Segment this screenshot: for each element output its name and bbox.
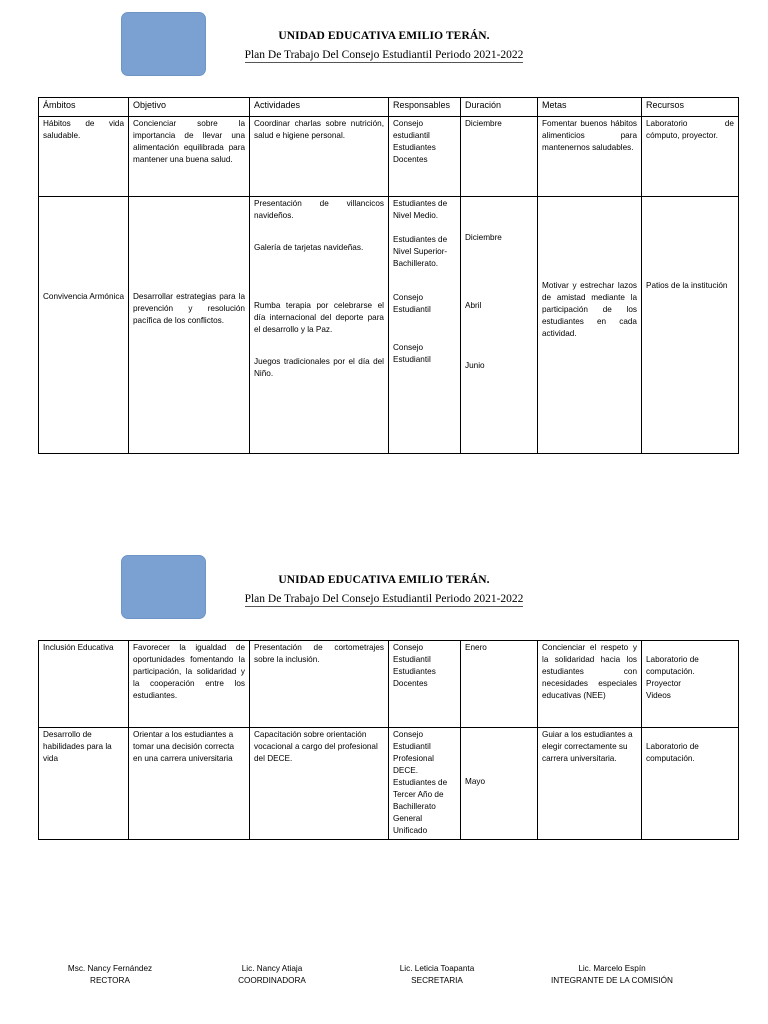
cell-meta xyxy=(538,197,642,454)
cell-meta: Fomentar buenos hábitos alimenticios para mantenernos saludables. xyxy=(538,117,642,197)
cell-responsables xyxy=(389,728,461,840)
cell-actividades xyxy=(250,197,389,454)
responsable-line: Docentes xyxy=(393,679,428,688)
plan-title: Plan De Trabajo Del Consejo Estudiantil Periodo 2021-2022 xyxy=(244,49,524,61)
cell-ambito: Hábitos de vida saludable. xyxy=(39,117,129,197)
column-header-duracion: Duración xyxy=(461,98,538,117)
responsable-line: Bachillerato. xyxy=(393,259,439,268)
cell-recursos: Laboratorio de cómputo, proyector. xyxy=(642,117,739,197)
page-header xyxy=(206,574,562,607)
cell-objetivo: Orientar a los estudiantes a tomar una decisión correcta en una carrera universitaria xyxy=(129,728,250,840)
cell-recursos xyxy=(642,728,739,840)
cell-duracion xyxy=(461,197,538,454)
signature-block xyxy=(222,963,322,987)
responsable-line: Nivel Medio. xyxy=(393,211,439,220)
cell-objetivo xyxy=(129,197,250,454)
meta-text: Motivar y estrechar lazos de amistad mediante la participación de los estudiantes en cada actividad. xyxy=(542,281,637,338)
signature-name: Lic. Marcelo Espín xyxy=(578,964,646,973)
recurso-line: computación. xyxy=(646,754,695,763)
cell-meta: Concienciar el respeto y la solidaridad hacia los estudiantes con necesidades especiales educativas (NEE) xyxy=(538,641,642,728)
cell-actividad: Coordinar charlas sobre nutrición, salud e higiene personal. xyxy=(250,117,389,197)
signature-name: Msc. Nancy Fernández xyxy=(67,964,153,973)
responsable-line: Unificado xyxy=(393,826,428,835)
table-row xyxy=(39,728,739,840)
actividad-item: Rumba terapia por celebrarse el día internacional del deporte para el desarrollo y la Paz. xyxy=(254,301,384,334)
page-header xyxy=(206,30,562,63)
cell-duracion: Diciembre xyxy=(461,117,538,197)
signature-role: COORDINADORA xyxy=(238,976,306,985)
responsable-line: Consejo xyxy=(393,343,424,352)
responsable-line: Consejo xyxy=(393,293,424,302)
work-plan-table-1 xyxy=(38,97,739,454)
cell-actividad: Presentación de cortometrajes sobre la inclusión. xyxy=(250,641,389,728)
recurso-line: Laboratorio de xyxy=(646,742,699,751)
table-row xyxy=(39,117,739,197)
duracion-item: Junio xyxy=(465,361,485,370)
responsable-line: Bachillerato xyxy=(393,802,436,811)
signature-role: SECRETARIA xyxy=(411,976,463,985)
cell-objetivo: Concienciar sobre la importancia de llevar una alimentación equilibrada para mantener una buena salud. xyxy=(129,117,250,197)
recurso-line: Proyector xyxy=(646,679,682,688)
duracion-text: Mayo xyxy=(465,777,486,786)
column-header-responsables: Responsables xyxy=(389,98,461,117)
actividad-item: Juegos tradicionales por el día del Niño. xyxy=(254,357,384,378)
responsable-line: Estudiantes de xyxy=(393,235,448,244)
signature-role: RECTORA xyxy=(90,976,130,985)
cell-objetivo: Favorecer la igualdad de oportunidades fomentando la participación, la solidaridad y la cooperación entre los estudiantes. xyxy=(129,641,250,728)
responsable-line: Estudiantil xyxy=(393,742,431,751)
table-header-row xyxy=(39,98,739,117)
recursos-text: Patios de la institución xyxy=(646,281,728,290)
responsable-line: Estudiantil xyxy=(393,655,431,664)
cell-ambito: Inclusión Educativa xyxy=(39,641,129,728)
school-logo xyxy=(121,12,206,76)
actividad-item: Galería de tarjetas navideñas. xyxy=(254,243,364,252)
school-name: UNIDAD EDUCATIVA EMILIO TERÁN. xyxy=(278,574,490,586)
cell-responsables xyxy=(389,197,461,454)
recurso-line: Laboratorio de xyxy=(646,655,699,664)
signature-name: Lic. Nancy Atiaja xyxy=(241,964,303,973)
column-header-recursos: Recursos xyxy=(642,98,739,117)
responsable-line: Tercer Año de xyxy=(393,790,444,799)
table-row xyxy=(39,197,739,454)
signature-block xyxy=(540,963,684,987)
responsable-line: Estudiantil xyxy=(393,355,431,364)
responsable-line: Consejo xyxy=(393,730,424,739)
responsable-line: Estudiantil xyxy=(393,305,431,314)
responsable-line: Profesional xyxy=(393,754,434,763)
responsable-line: Estudiantes xyxy=(393,667,436,676)
duracion-item: Diciembre xyxy=(465,233,502,242)
signature-block xyxy=(384,963,490,987)
school-logo xyxy=(121,555,206,619)
responsable-line: Consejo xyxy=(393,643,424,652)
responsable-line: estudiantil xyxy=(393,131,430,140)
responsable-line: Estudiantes de xyxy=(393,199,448,208)
signature-role: INTEGRANTE DE LA COMISIÓN xyxy=(551,976,673,985)
plan-title: Plan De Trabajo Del Consejo Estudiantil Periodo 2021-2022 xyxy=(244,593,524,605)
recurso-line: computación. xyxy=(646,667,695,676)
signature-name: Lic. Leticia Toapanta xyxy=(399,964,475,973)
cell-duracion: Enero xyxy=(461,641,538,728)
responsable-line: General xyxy=(393,814,423,823)
cell-duracion xyxy=(461,728,538,840)
cell-responsables xyxy=(389,117,461,197)
cell-ambito: Desarrollo de habilidades para la vida xyxy=(39,728,129,840)
column-header-objetivo: Objetivo xyxy=(129,98,250,117)
school-name: UNIDAD EDUCATIVA EMILIO TERÁN. xyxy=(278,30,490,42)
responsable-line: DECE. xyxy=(393,766,419,775)
recurso-line: Videos xyxy=(646,691,671,700)
cell-responsables xyxy=(389,641,461,728)
actividad-item: Presentación de villancicos navideños. xyxy=(254,199,384,220)
column-header-actividades: Actividades xyxy=(250,98,389,117)
cell-ambito xyxy=(39,197,129,454)
work-plan-table-2 xyxy=(38,640,739,840)
column-header-metas: Metas xyxy=(538,98,642,117)
responsable-line: Nivel Superior- xyxy=(393,247,448,256)
cell-meta: Guiar a los estudiantes a elegir correctamente su carrera universitaria. xyxy=(538,728,642,840)
cell-recursos xyxy=(642,197,739,454)
cell-actividad: Capacitación sobre orientación vocacional a cargo del profesional del DECE. xyxy=(250,728,389,840)
responsable-line: Consejo xyxy=(393,119,424,128)
signature-block xyxy=(58,963,162,987)
responsable-line: Docentes xyxy=(393,155,428,164)
responsable-line: Estudiantes de xyxy=(393,778,448,787)
responsable-line: Estudiantes xyxy=(393,143,436,152)
duracion-item: Abril xyxy=(465,301,482,310)
ambito-text: Convivencia Armónica xyxy=(43,292,125,301)
cell-recursos xyxy=(642,641,739,728)
objetivo-text: Desarrollar estrategias para la prevención y resolución pacífica de los conflictos. xyxy=(133,292,245,325)
column-header-ambitos: Ámbitos xyxy=(39,98,129,117)
table-row xyxy=(39,641,739,728)
